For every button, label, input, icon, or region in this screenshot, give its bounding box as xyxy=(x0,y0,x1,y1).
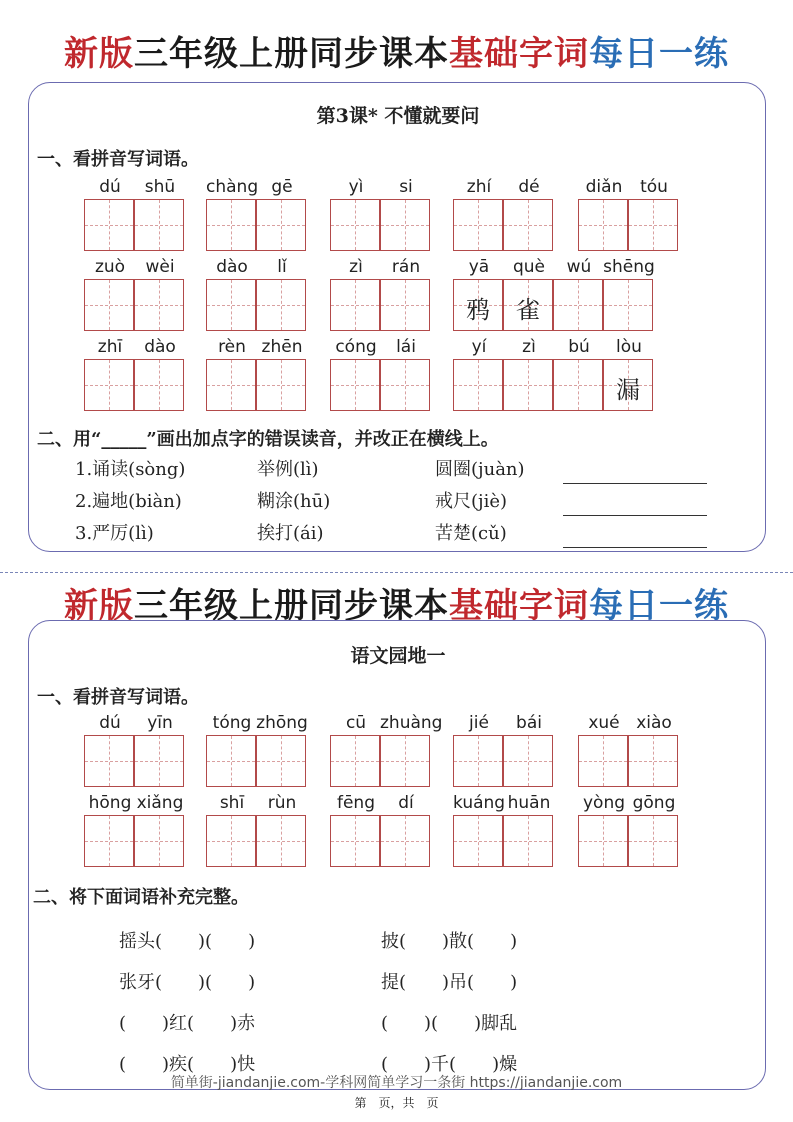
pinyin-label: xiào xyxy=(636,713,672,733)
fill-item: ( )千( )燥 xyxy=(381,1054,518,1075)
fill-item: ( )红( )赤 xyxy=(119,1013,256,1034)
pinyin-label: lái xyxy=(396,337,416,357)
lesson-title: 第3课* 不懂就要问 xyxy=(316,105,480,127)
pinyin-label: yīn xyxy=(147,713,173,733)
writing-cell[interactable] xyxy=(134,279,184,331)
writing-cell[interactable] xyxy=(206,815,256,867)
pinyin-label: zhuàng xyxy=(380,713,443,733)
pinyin-label: dào xyxy=(144,337,176,357)
writing-cell[interactable] xyxy=(256,735,306,787)
pinyin-label: hōng xyxy=(88,793,132,813)
pinyin-label: zhōng xyxy=(256,713,308,733)
written-character: 雀 xyxy=(516,296,540,324)
pinyin-label: xiǎng xyxy=(136,793,184,813)
pinyin-label: shēng xyxy=(603,257,655,277)
writing-cell[interactable] xyxy=(578,199,628,251)
correction-item: 3.严厉(lì) xyxy=(75,523,154,544)
section-correction-heading: 二、用“_____”画出加点字的错误读音，并改正在横线上。 xyxy=(37,429,499,450)
writing-cell[interactable] xyxy=(206,199,256,251)
pinyin-label: zì xyxy=(349,257,363,277)
correction-item: 圆圈(juàn) xyxy=(435,459,525,480)
pinyin-label: yā xyxy=(468,257,490,277)
pinyin-label: rán xyxy=(391,257,421,277)
writing-cell[interactable] xyxy=(84,815,134,867)
writing-cell[interactable] xyxy=(380,359,430,411)
answer-line[interactable] xyxy=(563,483,707,484)
correction-item: 戒尺(jiè) xyxy=(435,491,508,512)
pinyin-label: tóu xyxy=(640,177,668,197)
pinyin-label: wú xyxy=(566,257,592,277)
writing-cell[interactable] xyxy=(380,199,430,251)
writing-cell[interactable] xyxy=(134,735,184,787)
writing-cell[interactable] xyxy=(330,199,380,251)
correction-item: 1.诵读(sòng) xyxy=(75,459,186,480)
writing-cell[interactable] xyxy=(453,199,503,251)
pinyin-label: dí xyxy=(398,793,414,813)
writing-cell[interactable] xyxy=(628,199,678,251)
lesson-card-1 xyxy=(28,82,766,552)
title-part: 新版 xyxy=(64,586,134,626)
writing-cell[interactable] xyxy=(256,199,306,251)
writing-cell[interactable] xyxy=(503,199,553,251)
pinyin-label: xué xyxy=(588,713,620,733)
writing-cell[interactable] xyxy=(84,359,134,411)
writing-cell[interactable] xyxy=(553,279,603,331)
fill-item: 摇头( )( ) xyxy=(119,931,256,952)
pinyin-label: chàng xyxy=(206,177,259,197)
title-part: 每日一练 xyxy=(589,34,729,74)
title-part: 三年级上册同步课本 xyxy=(134,586,449,626)
pinyin-label: dào xyxy=(216,257,248,277)
pinyin-label: yí xyxy=(471,337,487,357)
writing-cell[interactable] xyxy=(453,735,503,787)
writing-cell[interactable] xyxy=(206,279,256,331)
writing-cell[interactable] xyxy=(330,359,380,411)
pinyin-label: diǎn xyxy=(585,177,623,197)
pinyin-label: zhī xyxy=(97,337,123,357)
pinyin-label: huān xyxy=(507,793,551,813)
pinyin-label: rèn xyxy=(218,337,246,357)
pinyin-label: dú xyxy=(99,177,121,197)
written-character: 漏 xyxy=(616,376,640,404)
writing-cell[interactable] xyxy=(380,279,430,331)
pinyin-label: gē xyxy=(271,177,293,197)
pinyin-label: shū xyxy=(144,177,176,197)
pinyin-label: zuò xyxy=(94,257,126,277)
title-part: 每日一练 xyxy=(589,586,729,626)
pinyin-label: bái xyxy=(516,713,542,733)
page-number: 第 页，共 页 xyxy=(354,1096,439,1110)
writing-cell[interactable] xyxy=(256,359,306,411)
pinyin-label: lòu xyxy=(616,337,642,357)
correction-item: 2.遍地(biàn) xyxy=(75,491,182,512)
writing-cell[interactable] xyxy=(134,199,184,251)
pinyin-label: jié xyxy=(469,713,489,733)
writing-cell[interactable] xyxy=(628,735,678,787)
writing-cell[interactable] xyxy=(603,359,653,411)
worksheet-title xyxy=(0,26,793,75)
writing-cell[interactable] xyxy=(134,359,184,411)
section-fill-heading: 二、将下面词语补充完整。 xyxy=(33,887,249,908)
pinyin-label: tóng xyxy=(212,713,252,733)
fill-item: 披( )散( ) xyxy=(381,931,518,952)
writing-cell[interactable] xyxy=(330,815,380,867)
written-character: 鸦 xyxy=(466,296,490,324)
writing-cell[interactable] xyxy=(84,279,134,331)
writing-cell[interactable] xyxy=(453,359,503,411)
pinyin-label: yòng xyxy=(582,793,626,813)
correction-item: 举例(lì) xyxy=(257,459,319,480)
pinyin-label: dú xyxy=(99,713,121,733)
writing-cell[interactable] xyxy=(603,279,653,331)
pinyin-label: bú xyxy=(568,337,590,357)
writing-cell[interactable] xyxy=(453,279,503,331)
pinyin-label: rùn xyxy=(267,793,297,813)
writing-cell[interactable] xyxy=(503,815,553,867)
watermark-text: 简单街-jiandanjie.com-学科网简单学习一条街 https://jiandanjie.com xyxy=(170,1075,623,1091)
writing-cell[interactable] xyxy=(256,279,306,331)
pinyin-label: zhí xyxy=(466,177,492,197)
fill-item: ( )( )脚乱 xyxy=(381,1013,518,1034)
writing-cell[interactable] xyxy=(503,279,553,331)
pinyin-label: kuáng xyxy=(453,793,506,813)
fill-item: 张牙( )( ) xyxy=(119,972,256,993)
title-part: 新版 xyxy=(64,34,134,74)
writing-cell[interactable] xyxy=(330,279,380,331)
writing-cell[interactable] xyxy=(206,735,256,787)
pinyin-label: wèi xyxy=(145,257,175,277)
lesson-card-2 xyxy=(28,620,766,1090)
page-divider xyxy=(0,572,793,573)
writing-cell[interactable] xyxy=(134,815,184,867)
writing-cell[interactable] xyxy=(503,735,553,787)
title-part: 基础字词 xyxy=(449,34,589,74)
answer-line[interactable] xyxy=(563,547,707,548)
correction-item: 糊涂(hū) xyxy=(257,491,331,512)
pinyin-label: fēng xyxy=(336,793,375,813)
writing-cell[interactable] xyxy=(553,359,603,411)
writing-cell[interactable] xyxy=(380,735,430,787)
writing-cell[interactable] xyxy=(84,199,134,251)
fill-item: 提( )吊( ) xyxy=(381,972,518,993)
writing-cell[interactable] xyxy=(503,359,553,411)
section-pinyin-heading-2: 一、看拼音写词语。 xyxy=(37,687,199,708)
writing-cell[interactable] xyxy=(84,735,134,787)
title-part: 三年级上册同步课本 xyxy=(134,34,449,74)
writing-cell[interactable] xyxy=(380,815,430,867)
pinyin-label: yì xyxy=(348,177,364,197)
correction-item: 挨打(ái) xyxy=(257,523,324,544)
pinyin-label: zì xyxy=(522,337,536,357)
writing-cell[interactable] xyxy=(578,735,628,787)
pinyin-label: cū xyxy=(345,713,367,733)
answer-line[interactable] xyxy=(563,515,707,516)
fill-item: ( )疾( )快 xyxy=(119,1054,256,1075)
pinyin-label: dé xyxy=(518,177,540,197)
correction-item: 苦楚(cǔ) xyxy=(435,523,507,544)
writing-cell[interactable] xyxy=(256,815,306,867)
pinyin-label: si xyxy=(399,177,413,197)
lesson-title-2: 语文园地一 xyxy=(350,645,446,667)
pinyin-label: què xyxy=(512,257,546,277)
title-part: 基础字词 xyxy=(449,586,589,626)
pinyin-label: zhēn xyxy=(261,337,303,357)
writing-cell[interactable] xyxy=(453,815,503,867)
writing-cell[interactable] xyxy=(330,735,380,787)
pinyin-label: shī xyxy=(219,793,245,813)
section-pinyin-heading: 一、看拼音写词语。 xyxy=(37,149,199,170)
writing-cell[interactable] xyxy=(628,815,678,867)
writing-cell[interactable] xyxy=(206,359,256,411)
writing-cell[interactable] xyxy=(578,815,628,867)
pinyin-label: gōng xyxy=(632,793,676,813)
pinyin-label: cóng xyxy=(335,337,377,357)
pinyin-label: lǐ xyxy=(277,257,287,277)
